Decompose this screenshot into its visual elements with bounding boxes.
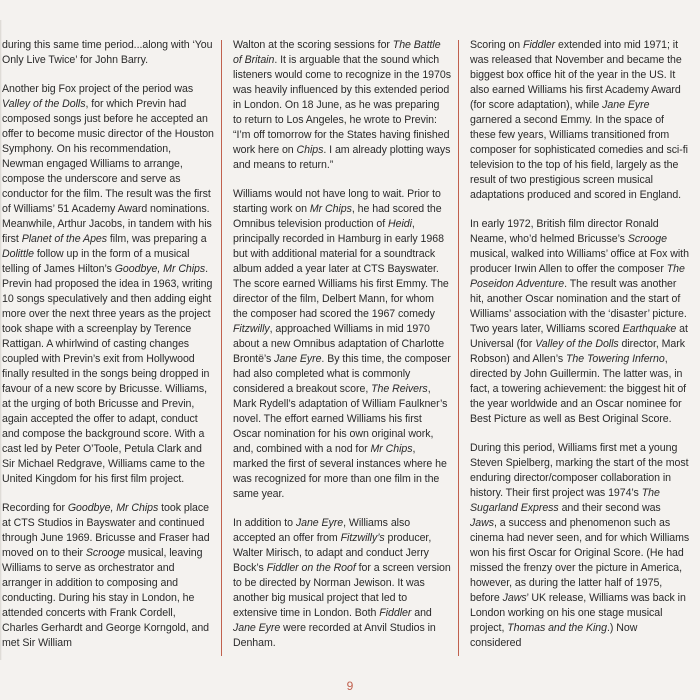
text-run: Walton at the scoring sessions for (233, 39, 393, 51)
italic-title: Fiddler on the Roof (266, 562, 356, 574)
paragraph (2, 82, 214, 487)
column-divider-1 (221, 40, 222, 656)
text-run: , Mark Rydell’s adaptation of William Faulkner’s novel. The effort earned Williams his first Oscar nomination for his own original work, and, combined with a nod for (233, 383, 448, 455)
italic-title: The Towering Inferno (565, 353, 665, 365)
text-run: , Williams also accepted an offer from (233, 517, 411, 544)
italic-title: Planet of the Apes (21, 233, 108, 245)
italic-title: Chips (296, 144, 324, 156)
italic-title: The Sugarland Express (470, 487, 660, 514)
italic-title: The Reivers (371, 383, 428, 395)
text-run: were recorded at Anvil Studios in Denham. (233, 622, 436, 649)
text-run: , a success and phenomenon such as cinema had never seen, and for which Williams won his first Oscar for Original Score. (He had missed the frenzy over the picture in America, however, as during the latter half of 1975, before (470, 517, 690, 604)
page-number: 9 (346, 679, 354, 693)
text-run: Recording for (2, 502, 68, 514)
italic-title: Fiddler (523, 39, 556, 51)
text-run: . The result was another hit, another Oscar nomination and the start of Williams’ association with the ‘disaster’ picture. Two years later, Williams scored (470, 278, 687, 335)
paragraph (470, 38, 690, 203)
text-run: In early 1972, British film director Ronald Neame, who’d helmed Bricusse’s (470, 218, 659, 245)
text-run: . I am already plotting ways and means to return.” (233, 144, 451, 171)
text-run: , marked the first of several instances where he was recognized for more than one film in the same year. (233, 443, 447, 500)
paragraph (2, 38, 214, 68)
text-run: . Previn had proposed the idea in 1963, writing 10 songs speculatively and then adding eight more over the next three years as the project took shape with a screenplay by Terence Rattigan. A whirlwind of casting changes coupled with Previn’s exit from Hollywood finally resulted in the songs being dropped in favour of a new score by Bricusse. Williams, at the urging of both Bricusse and Previn, again accepted the offer to adapt, conduct and compose the background score. With a cast led by Peter O’Toole, Petula Clark and Sir Michael Redgrave, Williams came to the United Kingdom for his first film project. (2, 263, 213, 485)
text-column-3 (470, 38, 690, 665)
italic-title: Scrooge (627, 233, 667, 245)
italic-title: Jaws (470, 517, 494, 529)
text-run: , for which Previn had composed songs just before he accepted an offer to become music director of the Houston Symphony. On his recommendation, Newman engaged Williams to arrange, compose the underscore and serve as conductor for the film. The result was the first of Williams’ 51 Academy Award nominations. Meanwhile, Arthur Jacobs, in tandem with his first (2, 98, 214, 245)
italic-title: Goodbye, Mr Chips (67, 502, 159, 514)
text-run: .) Now considered (470, 622, 638, 649)
italic-title: Valley of the Dolls (535, 338, 619, 350)
paragraph (470, 217, 690, 427)
paragraph (233, 516, 451, 651)
italic-title: Earthquake (622, 323, 677, 335)
italic-title: Scrooge (85, 547, 126, 559)
text-run: During this period, Williams first met a young Steven Spielberg, marking the start of the most enduring director/composer collaboration in history. Their first project was 1974’s (470, 442, 689, 499)
text-run: garnered a second Emmy. In the space of these few years, Williams transitioned from composer for sophisticated comedies and sci-fi television to the top of his field, largely as the result of two prestigious screen musical adaptations produced and scored in England. (470, 114, 688, 201)
text-run: at Universal (for (470, 323, 688, 350)
italic-title: Fiddler (379, 607, 412, 619)
text-run: during this same time period...along with ‘You Only Live Twice’ for John Barry. (2, 39, 213, 66)
italic-title: Jane Eyre (233, 622, 281, 634)
text-run: , principally recorded in Hamburg in early 1968 but with additional material for a soundtrack album added a year later at CTS Bayswater. The score earned Williams his first Emmy. The director of the film, Delbert Mann, for whom the composer had scored the 1967 comedy (233, 218, 449, 320)
text-run: Another big Fox project of the period was (2, 83, 194, 95)
italic-title: Dolittle (2, 248, 34, 260)
text-run: film, was preparing a (107, 233, 207, 245)
italic-title: Thomas and the King (507, 622, 607, 634)
italic-title: Fitzwilly’s (340, 532, 385, 544)
text-run: . By this time, the composer had also completed what is commonly considered a breakout score, (233, 353, 451, 395)
text-run: Williams would not have long to wait. Prior to starting work on (233, 188, 441, 215)
text-run: director, Mark Robson) and Allen’s (470, 338, 686, 365)
italic-title: Goodbye, Mr Chips (114, 263, 206, 275)
italic-title: Mr Chips (370, 443, 413, 455)
italic-title: The Battle of Britain (233, 39, 441, 66)
italic-title: Jane Eyre (602, 99, 650, 111)
column-divider-2 (458, 40, 459, 656)
italic-title: Jaws (502, 592, 527, 604)
text-run: . It is arguable that the sound which listeners would come to recognize in the 1970s was heavily influenced by this extended period in London. On 18 June, as he was preparing to return to Los Angeles, he wrote to Previn: “I’m off tomorrow for the States having finished work here on (233, 54, 451, 156)
italic-title: Heidi (388, 218, 412, 230)
text-run: , approached Williams in mid 1970 about a new Omnibus adaptation of Charlotte Brontë’s (233, 323, 445, 365)
text-run: for a screen version to be directed by Norman Jewison. It was another big musical project that led to extensive time in London. Both (233, 562, 451, 619)
italic-title: Valley of the Dolls (2, 98, 86, 110)
text-run: , directed by John Guillermin. The latter was, in fact, a towering achievement: the biggest hit of the year worldwide and an Oscar nominee for Best Picture as well as Best Original Score. (470, 353, 687, 425)
text-run: and (411, 607, 432, 619)
text-run: extended into mid 1971; it was released that November and became the biggest box office hit of the year in the US. It also earned Williams his first Academy Award (for score adaptation), while (470, 39, 682, 111)
text-run: In addition to (233, 517, 296, 529)
text-run: follow up in the form of a musical telling of James Hilton’s (2, 248, 190, 275)
text-run: took place at CTS Studios in Bayswater and continued through June 1969. Bricusse and Fraser had moved on to their (2, 502, 210, 559)
text-column-2 (233, 38, 451, 665)
paragraph (233, 38, 451, 173)
text-run: musical, leaving Williams to serve as orchestrator and arranger in addition to composing and conducting. During his stay in London, he attended concerts with Frank Cordell, Charles Gerhardt and George Korngold, and met Sir William (2, 547, 210, 649)
text-column-1 (2, 38, 214, 665)
text-run: ’ UK release, Williams was back in London working on his one stage musical project, (470, 592, 686, 634)
italic-title: Mr Chips (309, 203, 352, 215)
italic-title: Jane Eyre (274, 353, 322, 365)
text-run: musical, walked into Williams’ office at Fox with producer Irwin Allen to offer the composer (470, 248, 689, 275)
italic-title: The Poseidon Adventure (470, 263, 685, 290)
text-run: and their second was (558, 502, 661, 514)
text-run: producer, Walter Mirisch, to adapt and conduct Jerry Bock’s (233, 532, 432, 574)
text-run: , he had scored the Omnibus television production of (233, 203, 442, 230)
paragraph (470, 441, 690, 651)
text-run: Scoring on (470, 39, 524, 51)
italic-title: Jane Eyre (295, 517, 344, 529)
italic-title: Fitzwilly (233, 323, 270, 335)
paragraph (233, 187, 451, 502)
paragraph (2, 501, 214, 651)
